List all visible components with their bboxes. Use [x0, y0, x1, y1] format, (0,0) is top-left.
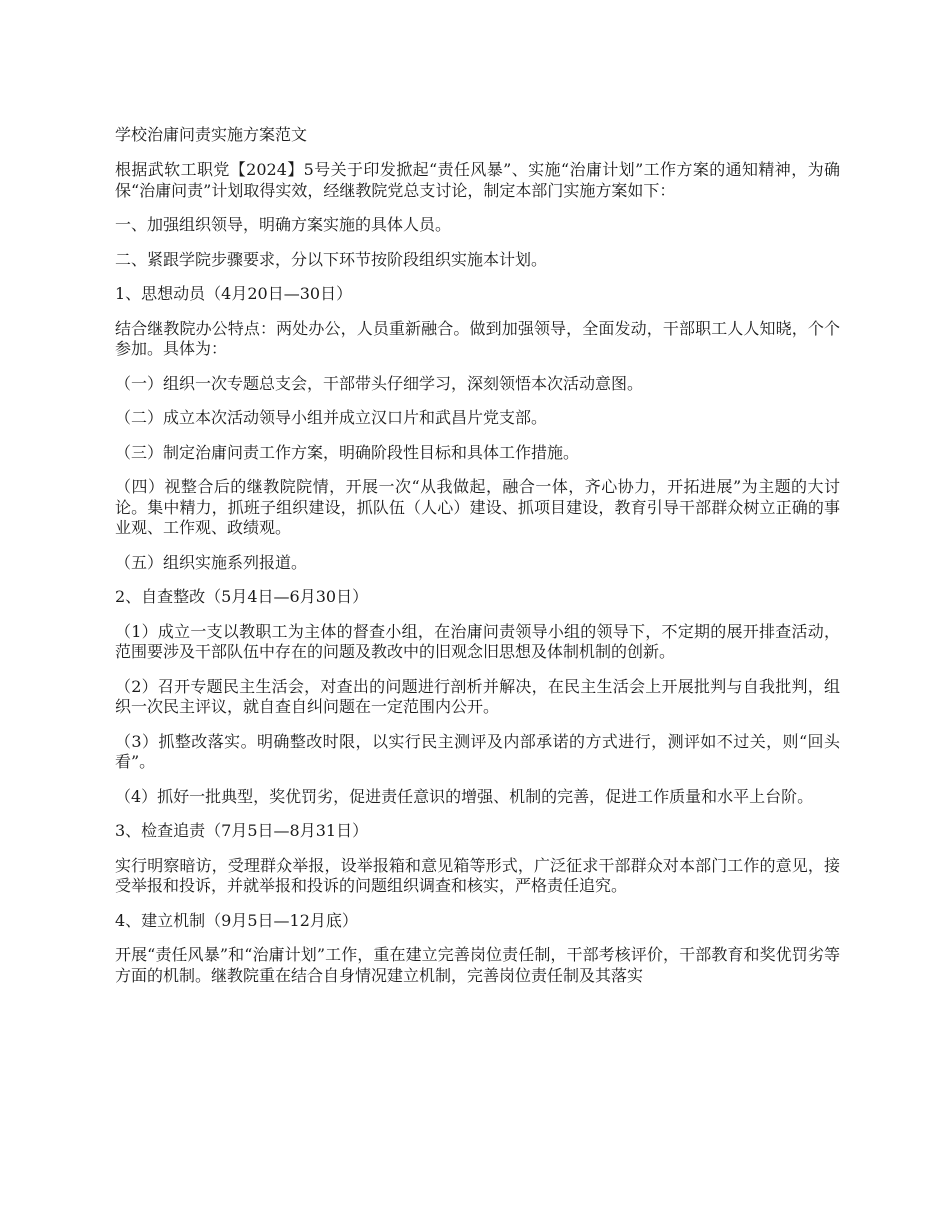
paragraph-stage-2-item-3: （3）抓整改落实。明确整改时限，以实行民主测评及内部承诺的方式进行，测评如不过关，则“回头看”。: [115, 731, 840, 771]
heading-stage-2: 2、自查整改（5月4日—6月30日）: [115, 587, 369, 606]
paragraph-item-3: （三）制定治庸问责工作方案，明确阶段性目标和具体工作措施。: [115, 442, 580, 462]
document-title: 学校治庸问责实施方案范文: [115, 125, 308, 144]
paragraph-item-4: （四）视整合后的继教院院情，开展一次“从我做起，融合一体，齐心协力，开拓进展”为主题的大讨论。集中精力，抓班子组织建设，抓队伍（人心）建设、抓项目建设，教育引导干部群众树立正确的事业观、工作观、政绩观。: [115, 477, 840, 537]
heading-stage-3: 3、检查追责（7月5日—8月31日）: [115, 821, 369, 840]
document-page: [115, 124, 840, 1000]
heading-stage-1: 1、思想动员（4月20日—30日）: [115, 284, 353, 303]
paragraph-stage-1-desc: 结合继教院办公特点：两处办公，人员重新融合。做到加强领导，全面发动，干部职工人人知晓，个个参加。具体为：: [115, 318, 840, 358]
paragraph-stage-2-item-4: （4）抓好一批典型，奖优罚劣，促进责任意识的增强、机制的完善，促进工作质量和水平上台阶。: [115, 786, 814, 806]
paragraph-intro: 根据武软工职党【2024】5号关于印发掀起“责任风暴”、实施“治庸计划”工作方案的通知精神，为确保“治庸问责”计划取得实效，经继教院党总支讨论，制定本部门实施方案如下：: [115, 160, 840, 200]
heading-stage-4: 4、建立机制（9月5日—12月底）: [115, 910, 358, 930]
paragraph-stage-3-desc: 实行明察暗访，受理群众举报，设举报箱和意见箱等形式，广泛征求干部群众对本部门工作的意见，接受举报和投诉，并就举报和投诉的问题组织调查和核实，严格责任追究。: [115, 855, 840, 895]
paragraph-stage-2-item-1: （1）成立一支以教职工为主体的督查小组，在治庸问责领导小组的领导下，不定期的展开排查活动，范围要涉及干部队伍中存在的问题及教改中的旧观念旧思想及体制机制的创新。: [115, 621, 840, 661]
paragraph-section-1: 一、加强组织领导，明确方案实施的具体人员。: [115, 215, 452, 234]
paragraph-stage-2-item-2: （2）召开专题民主生活会，对查出的问题进行剖析并解决，在民主生活会上开展批判与自我批判，组织一次民主评议，就自查自纠问题在一定范围内公开。: [115, 676, 840, 716]
paragraph-item-1: （一）组织一次专题总支会，干部带头仔细学习，深刻领悟本次活动意图。: [115, 373, 644, 393]
paragraph-item-2: （二）成立本次活动领导小组并成立汉口片和武昌片党支部。: [115, 408, 548, 427]
paragraph-section-2: 二、紧跟学院步骤要求，分以下环节按阶段组织实施本计划。: [115, 249, 548, 269]
paragraph-item-5: （五）组织实施系列报道。: [115, 552, 308, 572]
paragraph-stage-4-desc: 开展“责任风暴”和“治庸计划”工作，重在建立完善岗位责任制，干部考核评价，干部教育和奖优罚劣等方面的机制。继教院重在结合自身情况建立机制，完善岗位责任制及其落实: [115, 945, 840, 985]
